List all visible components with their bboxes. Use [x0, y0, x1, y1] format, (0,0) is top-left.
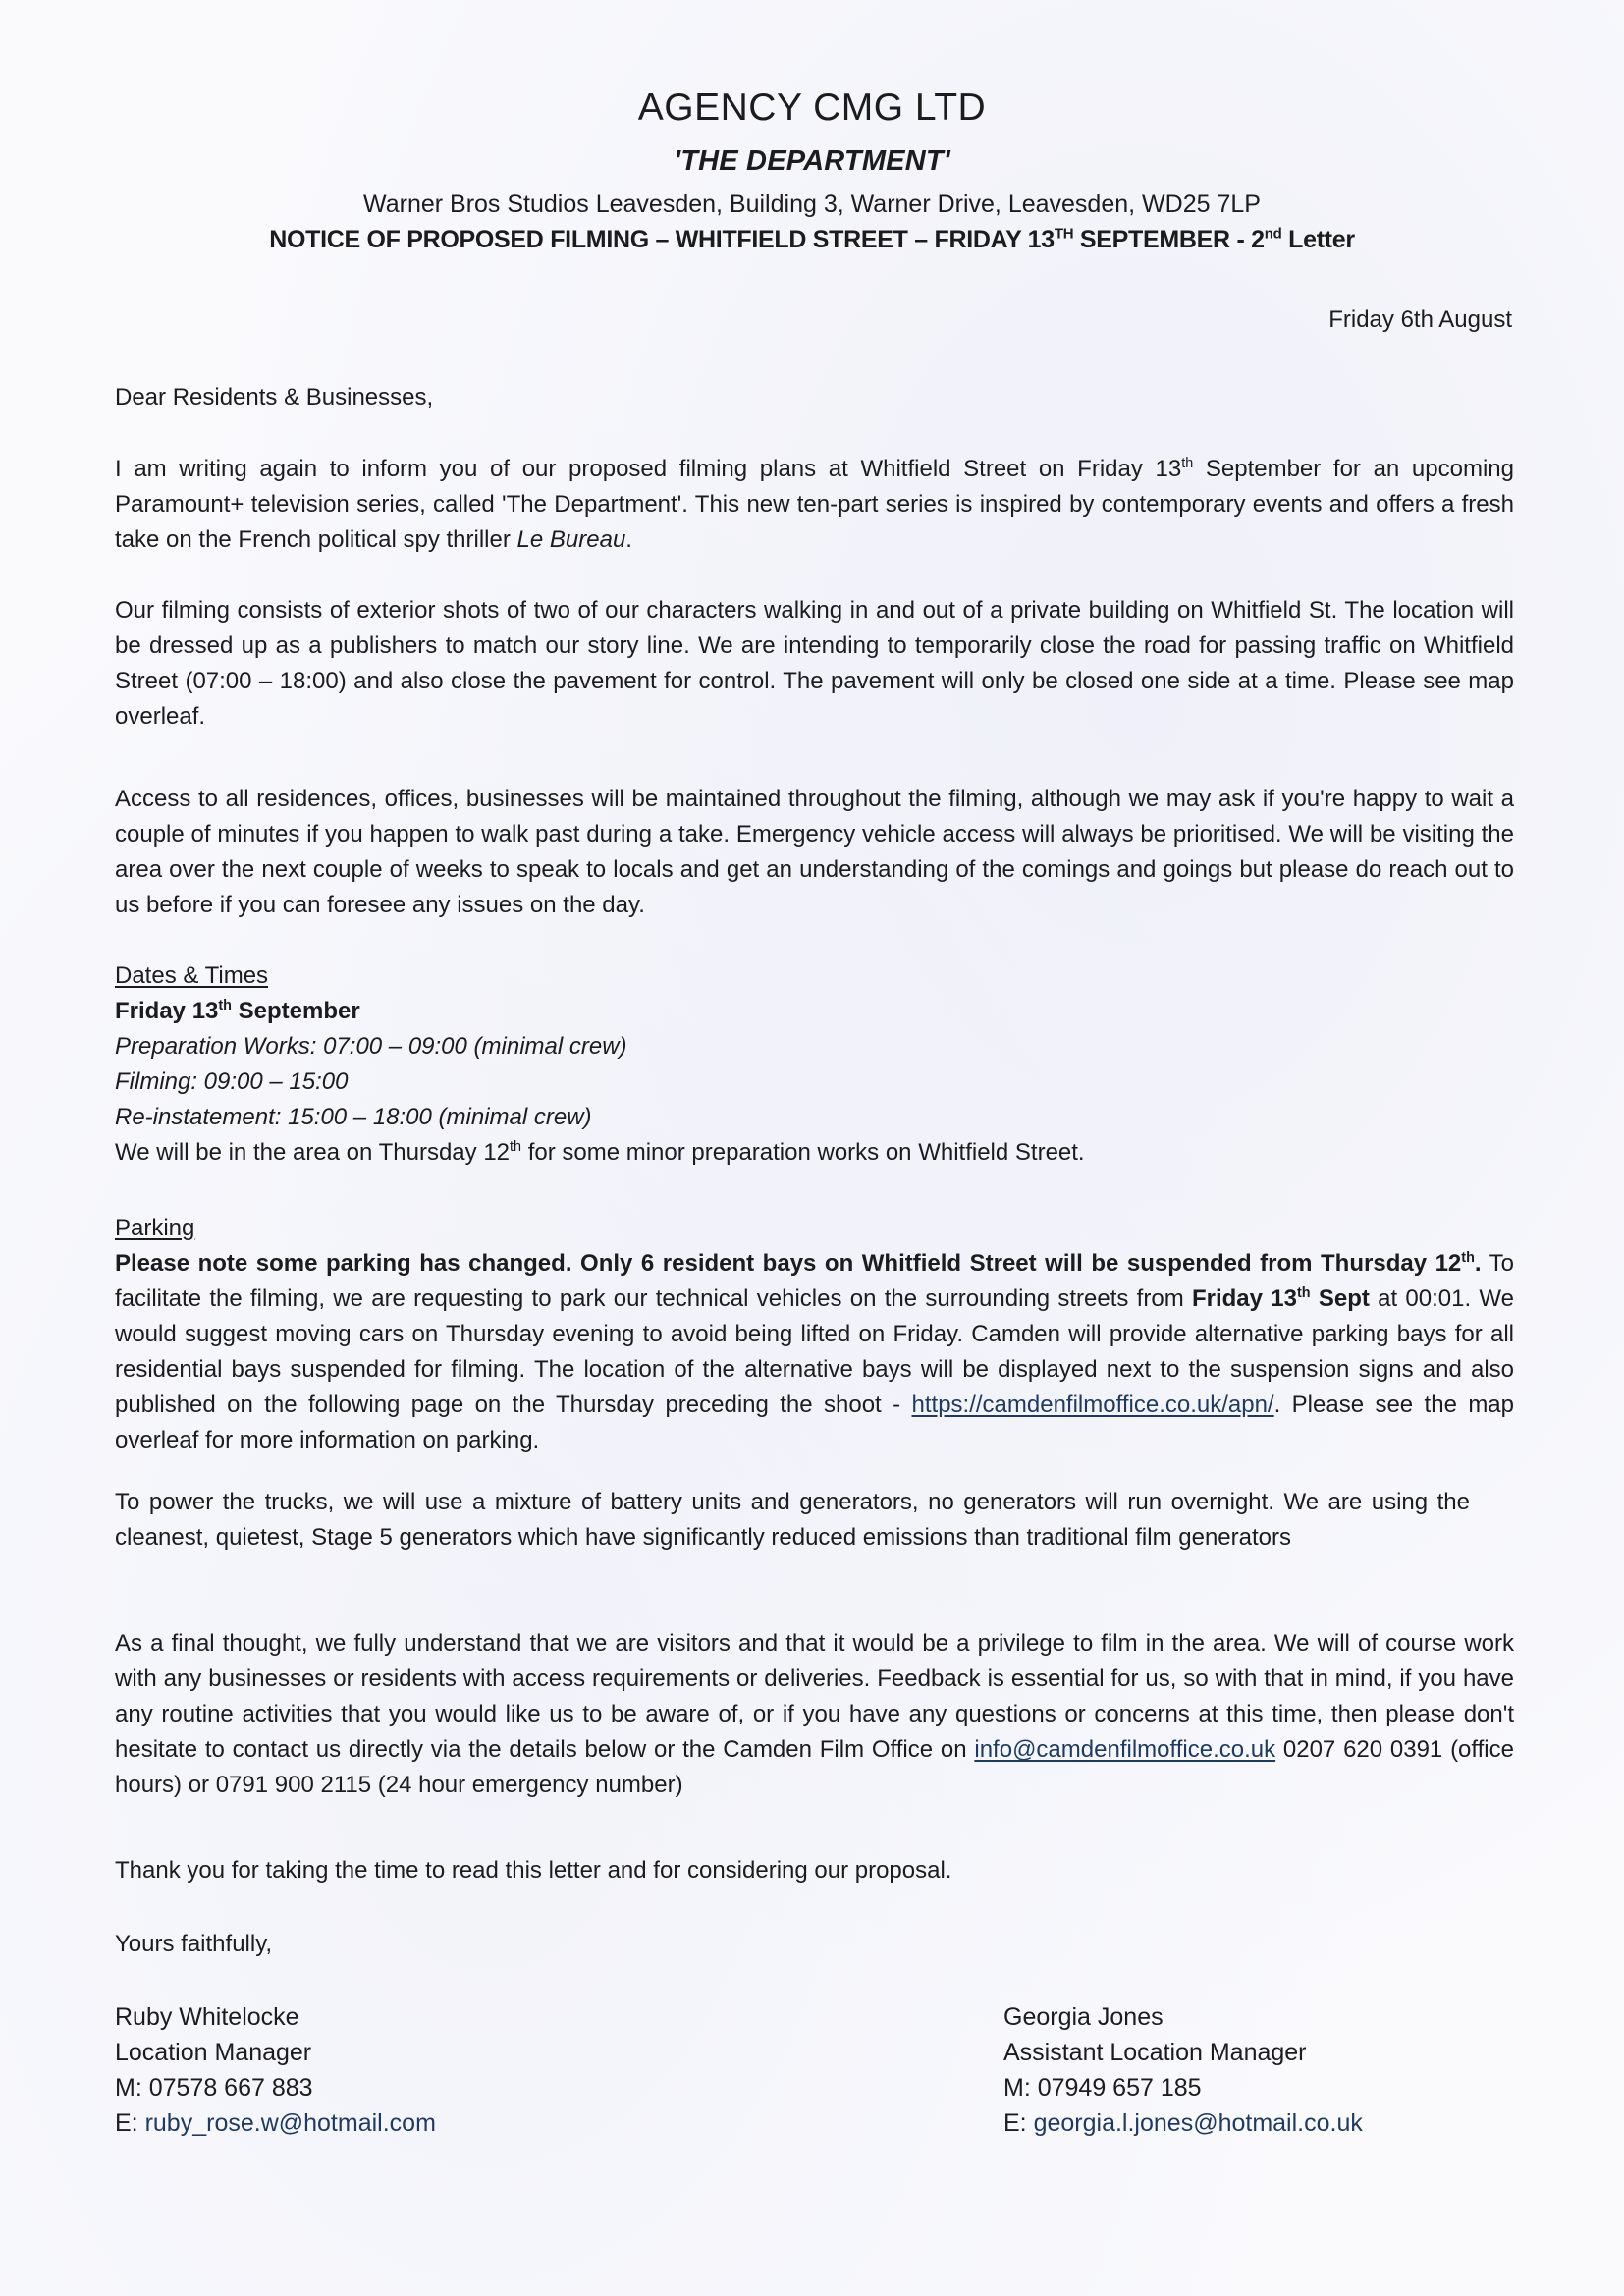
- contact-numbers: 0207 620 0391 (office hours) or 0791 900 2115 (24 hour emergency number): [115, 1736, 1514, 1798]
- intro-text: September for an upcoming Paramount+ television series, called 'The Department'. This new ten-part series is inspired by contemporary events and offers a fresh take on the French political spy thriller: [115, 456, 1514, 553]
- schedule-item-preparation: Preparation Works: 07:00 – 09:00 (minimal crew): [115, 1033, 627, 1060]
- parking-text: at 00:01. We would suggest moving cars on Thursday evening to avoid being lifted on Friday. Camden will provide alternative parking bays for all residential bays suspended for filming. The location of the alternative bays will be displayed next to the suspension signs and also published on the following page on the Thursday preceding the shoot -: [115, 1285, 1514, 1418]
- parking-text: . Please see the map overleaf for more information on parking.: [115, 1392, 1514, 1453]
- parking-bold-date: [1192, 1285, 1370, 1312]
- notice-title-sup: TH: [1054, 225, 1074, 243]
- email-label: E:: [1003, 2109, 1034, 2137]
- intro-paragraph: [115, 452, 1514, 558]
- company-address: Warner Bros Studios Leavesden, Building 3, Warner Drive, Leavesden, WD25 7LP: [363, 191, 1261, 218]
- production-title: 'THE DEPARTMENT': [674, 145, 950, 177]
- parking-date-sup: th: [1296, 1285, 1311, 1301]
- salutation: Dear Residents & Businesses,: [115, 384, 434, 410]
- parking-date-text: Friday 13: [1191, 1285, 1297, 1312]
- email-label: E:: [115, 2109, 145, 2137]
- power-text: To power the trucks, we will use a mixture of battery units and generators, no generators will run overnight. We are using the cleanest, quietest, Stage 5 generators which have significantly reduced emissions than traditional film generators: [115, 1489, 1470, 1551]
- parking-notice-sup: th: [1461, 1250, 1475, 1266]
- parking-heading: Parking: [115, 1215, 195, 1241]
- schedule-item-reinstatement: Re-instatement: 15:00 – 18:00 (minimal crew): [115, 1104, 592, 1130]
- signatory-email-row: [115, 2105, 436, 2141]
- filming-day: [115, 994, 1514, 1029]
- preparation-note-sup: th: [510, 1139, 522, 1155]
- signatory-assistant-location-manager: [1003, 1999, 1363, 2141]
- filming-day-sup: th: [218, 998, 232, 1013]
- parking-date-text: Sept: [1310, 1285, 1370, 1312]
- preparation-note: [115, 1135, 1514, 1171]
- signatory-title: Location Manager: [115, 2039, 312, 2066]
- letter-date: Friday 6th August: [1328, 306, 1512, 333]
- signatory-location-manager: [115, 1999, 436, 2141]
- notice-title-part: Letter: [1281, 226, 1355, 253]
- dates-times-heading: Dates & Times: [115, 962, 269, 989]
- signatory-email[interactable]: ruby_rose.w@hotmail.com: [144, 2109, 436, 2137]
- signatory-email[interactable]: georgia.l.jones@hotmail.co.uk: [1033, 2109, 1363, 2137]
- thanks-line: Thank you for taking the time to read this letter and for considering our proposal.: [115, 1857, 952, 1884]
- intro-text: I am writing again to inform you of our proposed filming plans at Whitfield Street on Friday 13: [115, 456, 1182, 482]
- final-paragraph: [115, 1626, 1514, 1803]
- parking-notice-text: Please note some parking has changed. Only 6 resident bays on Whitfield Street will be suspended from Thursday 12: [115, 1250, 1462, 1277]
- show-reference: Le Bureau: [516, 526, 626, 553]
- filming-day-text: September: [231, 998, 360, 1024]
- parking-section: [115, 1211, 1514, 1458]
- signatory-mobile: M: 07949 657 185: [1003, 2074, 1202, 2102]
- signatory-title: Assistant Location Manager: [1003, 2039, 1307, 2066]
- company-name: AGENCY CMG LTD: [637, 86, 987, 129]
- filming-text: Our filming consists of exterior shots of two of our characters walking in and out of a private building on Whitfield St. The location will be dressed up as a publishers to match our story line. We are intending to temporarily close the road for passing traffic on Whitfield Street (07:00 – 18:00) and also close the pavement for control. The pavement will only be closed one side at a time. Please see map overleaf.: [115, 597, 1514, 730]
- parking-text: To facilitate the filming, we are requesting to park our technical vehicles on the surrounding streets from: [115, 1250, 1515, 1312]
- parking-notice-text: .: [1474, 1250, 1482, 1277]
- signatory-name: Georgia Jones: [1003, 2003, 1164, 2031]
- dates-times-section: [115, 958, 1514, 1171]
- schedule-item-filming: Filming: 09:00 – 15:00: [115, 1068, 349, 1095]
- intro-text: .: [625, 526, 632, 553]
- final-text: As a final thought, we fully understand that we are visitors and that it would be a privilege to film in the area. We will of course work with any businesses or residents with access requirements or deliveries. Feedback is essential for us, so with that in mind, if you have any routine activities that you would like us to be aware of, or if you have any questions or concerns at this time, then please don't hesitate to contact us directly via the details below or the Camden Film Office on: [115, 1630, 1514, 1763]
- signatory-email-row: [1003, 2105, 1363, 2141]
- notice-title-part: NOTICE OF PROPOSED FILMING – WHITFIELD STREET – FRIDAY 13: [269, 226, 1055, 253]
- filming-day-text: Friday 13: [115, 998, 219, 1024]
- filming-paragraph: [115, 593, 1514, 735]
- preparation-note-text: We will be in the area on Thursday 12: [115, 1139, 511, 1166]
- notice-title-sup: nd: [1264, 225, 1282, 243]
- signatory-mobile: M: 07578 667 883: [115, 2074, 313, 2102]
- notice-title: [0, 226, 1624, 254]
- camden-apn-link[interactable]: https://camdenfilmoffice.co.uk/apn/: [911, 1392, 1274, 1418]
- closing-line: Yours faithfully,: [115, 1931, 273, 1957]
- access-paragraph: [115, 782, 1514, 923]
- preparation-note-text: for some minor preparation works on Whitfield Street.: [521, 1139, 1085, 1166]
- access-text: Access to all residences, offices, businesses will be maintained throughout the filming, although we may ask if you're happy to wait a couple of minutes if you happen to walk past during a take. Emergency vehicle access will always be prioritised. We will be visiting the area over the next couple of weeks to speak to locals and get an understanding of the comings and goings but please do reach out to us before if you can foresee any issues on the day.: [115, 786, 1514, 918]
- camden-film-office-email-link[interactable]: info@camdenfilmoffice.co.uk: [974, 1736, 1276, 1763]
- parking-change-notice: [115, 1250, 1482, 1277]
- signatory-name: Ruby Whitelocke: [115, 2003, 299, 2031]
- intro-sup: th: [1181, 456, 1194, 471]
- notice-title-part: SEPTEMBER - 2: [1073, 226, 1265, 253]
- power-paragraph: [115, 1485, 1514, 1556]
